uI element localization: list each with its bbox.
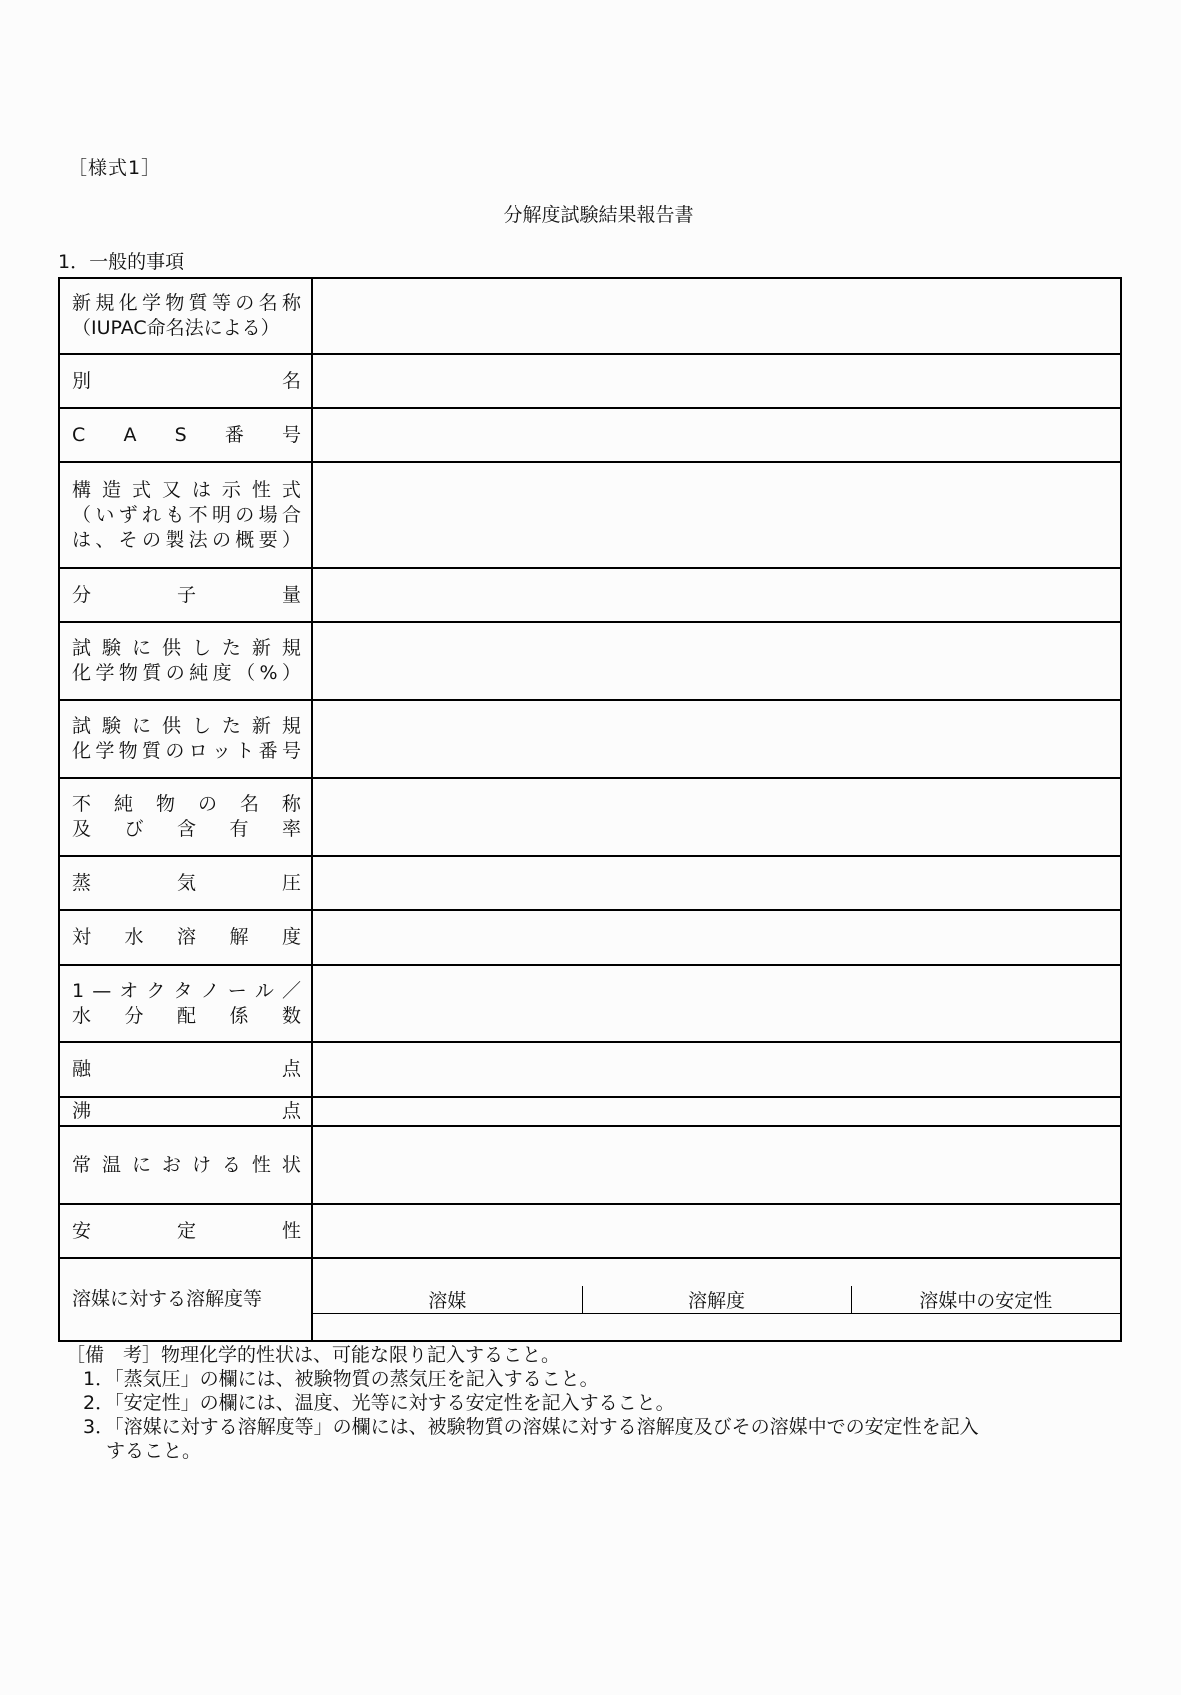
table-row [59,408,1121,462]
field-label-line [72,871,301,896]
label-char: 番 [224,423,244,446]
field-label-line [72,792,301,817]
label-char: お [161,1153,181,1176]
field-value-cell[interactable] [312,910,1121,965]
field-label-line [72,528,301,553]
label-char: 性 [281,1219,301,1242]
label-char: ） [281,662,301,684]
field-label-line [72,739,301,764]
solvent-row [59,1258,1121,1341]
label-char: 法 [188,528,208,551]
label-char: 構 [72,478,92,501]
label-char: ト [235,740,255,762]
table-row [59,700,1121,778]
document-title-text: 分解度試験結果報告書 [503,204,694,226]
label-char: 化 [72,740,92,762]
label-char: に [131,1153,151,1176]
label-char: C [72,423,86,446]
label-char: 製 [165,528,185,551]
label-char: 1 [72,979,85,1002]
label-char: ノ [200,979,220,1002]
label-char: 質 [188,292,208,314]
label-char: 式 [131,478,151,501]
solvent-column-header: 溶解度 [582,1286,851,1314]
field-label-line [72,817,301,842]
label-char: 沸 [72,1100,92,1122]
label-char: 融 [72,1058,92,1080]
table-row [59,1126,1121,1204]
label-char: 名 [281,369,301,392]
label-char: の [165,740,185,762]
field-label-line [72,291,301,316]
label-char: ル [254,979,274,1002]
label-char: 子 [176,583,196,606]
label-char: ロ [188,740,208,762]
field-value-cell[interactable] [312,354,1121,408]
field-value-cell[interactable] [312,965,1121,1042]
field-value-cell[interactable] [312,408,1121,462]
field-label-line [72,583,301,608]
label-char: 物 [118,740,138,762]
label-char: （ [72,503,92,526]
label-char: 名 [239,793,259,815]
label-char: 新 [72,292,92,314]
label-char: 水 [72,1004,92,1027]
section-title: 1．一般的事項 [58,251,185,273]
field-value-cell[interactable] [312,278,1121,354]
field-label-line [72,1219,301,1244]
field-label-line [72,979,301,1004]
note-item-2: 2．「安定性」の欄には、温度、光等に対する安定性を記入すること。 [83,1392,675,1414]
label-char: 不 [72,793,92,815]
label-char: — [92,979,112,1002]
label-char: 圧 [281,871,301,894]
field-value-cell[interactable] [312,778,1121,856]
label-char: れ [141,503,161,526]
label-char: の [235,292,255,314]
label-char: 温 [101,1153,121,1176]
label-char: 試 [72,637,92,659]
label-char: 物 [155,793,175,815]
field-label-line [72,478,301,503]
label-char: 要 [258,528,278,551]
label-char: た [221,637,241,659]
notes-header: ［備 考］物理化学的性状は、可能な限り記入すること。 [66,1344,561,1366]
field-label [59,856,312,910]
label-char: 性 [251,478,271,501]
label-char: 又 [161,478,181,501]
field-label [59,1126,312,1204]
field-label [59,700,312,778]
label-char: 配 [176,1004,196,1027]
label-char: 量 [281,583,301,606]
field-label-line [72,1004,301,1029]
field-label [59,354,312,408]
field-value-cell[interactable] [312,1204,1121,1258]
label-char: ず [118,503,138,526]
label-char: 溶 [176,926,196,948]
label-char: 対 [72,926,92,948]
label-char: 分 [72,583,92,606]
label-char: び [124,818,144,840]
solvent-value-cell[interactable] [851,1313,1120,1314]
label-char: 物 [118,662,138,684]
solvent-value-cell[interactable] [582,1313,851,1314]
label-char: け [191,1153,211,1176]
field-label [59,910,312,965]
label-char: い [95,503,115,526]
label-char: 新 [251,637,271,659]
label-char: 純 [113,793,133,815]
label-char: （IUPAC命名法による） [72,317,280,339]
label-char: 合 [281,503,301,526]
label-char: ッ [211,740,231,762]
field-label-line [72,503,301,528]
label-char: 性 [251,1153,271,1176]
label-char: % [259,662,278,684]
field-label [59,568,312,622]
field-label-line [72,316,301,341]
label-char: も [165,503,185,526]
label-char: 学 [141,292,161,314]
label-char: し [191,715,211,737]
field-label-line [72,423,301,448]
label-char: 規 [95,292,115,314]
solvent-value-cell[interactable] [313,1313,582,1314]
label-char: 試 [72,715,92,737]
label-char: 物 [165,292,185,314]
field-label-line [72,661,301,686]
table-row [59,778,1121,856]
field-label-line [72,636,301,661]
label-char: 解 [229,926,249,948]
label-char: 号 [281,740,301,762]
label-char: A [123,423,137,446]
document-title [0,200,1181,227]
label-char: 規 [281,715,301,737]
field-label-line [72,369,301,394]
label-char: 験 [101,715,121,737]
field-label [59,965,312,1042]
label-char: 別 [72,369,92,392]
field-label-line [72,1153,301,1178]
label-char: （ [236,662,256,684]
label-char: の [141,528,161,551]
field-value-cell[interactable] [312,622,1121,700]
label-char: 化 [118,292,138,314]
field-value-cell[interactable] [312,1126,1121,1204]
label-char: 純 [189,662,209,684]
label-char: 状 [281,1153,301,1176]
field-value-cell[interactable] [312,856,1121,910]
field-label-line [72,1057,301,1082]
label-char: オ [119,979,139,1002]
label-char: の [235,503,255,526]
label-char: そ [118,528,138,551]
form-id: ［様式1］ [68,157,162,179]
label-char: 供 [161,715,181,737]
label-char: 率 [281,818,301,840]
label-char: 点 [281,1100,301,1122]
label-char: 等 [211,292,231,314]
table-row [59,965,1121,1042]
label-char: 含 [176,818,196,840]
field-label [59,1042,312,1097]
field-label [59,408,312,462]
label-char: 有 [229,818,249,840]
label-char: 学 [95,662,115,684]
label-char: 明 [211,503,231,526]
table-row [59,856,1121,910]
label-char: S [174,423,187,446]
field-value-cell[interactable] [312,1042,1121,1097]
field-label-line: 溶媒に対する溶解度等 [72,1288,263,1310]
label-char: 場 [258,503,278,526]
label-char: 蒸 [72,871,92,894]
table-row [59,568,1121,622]
label-char: 不 [188,503,208,526]
label-char: 質 [141,740,161,762]
label-char: 係 [229,1004,249,1027]
label-char: 分 [124,1004,144,1027]
field-value-cell[interactable] [312,462,1121,568]
label-char: に [131,637,151,659]
label-char: 気 [176,871,196,894]
solvent-column-header: 溶媒 [313,1286,582,1314]
label-char: 供 [161,637,181,659]
label-char: 学 [95,740,115,762]
label-char: 化 [72,662,92,684]
label-char: 称 [281,793,301,815]
label-char: ー [227,979,247,1002]
solvent-subtable-cell [312,1258,1121,1341]
label-char: 常 [72,1153,92,1176]
field-value-cell[interactable] [312,1097,1121,1126]
label-char: 定 [176,1219,196,1242]
solvent-subtable [313,1286,1120,1314]
table-row [59,1097,1121,1126]
label-char: 、 [95,528,115,551]
label-char: 水 [124,926,144,948]
label-char: は [72,528,92,551]
note-item-3-continuation: すること。 [106,1440,202,1462]
field-label [59,462,312,568]
field-value-cell[interactable] [312,700,1121,778]
label-char: 度 [281,926,301,948]
field-value-cell[interactable] [312,568,1121,622]
table-row [59,462,1121,568]
field-label-line [72,1099,301,1124]
general-info-table [58,277,1122,1342]
label-char: 度 [212,662,232,684]
label-char: に [131,715,151,737]
table-row [59,910,1121,965]
label-char: の [197,793,217,815]
label-char: 規 [281,637,301,659]
label-char: 名 [258,292,278,314]
notes [66,1343,979,1463]
label-char: る [221,1153,241,1176]
field-label-line [72,714,301,739]
field-label [59,1204,312,1258]
label-char: 式 [281,478,301,501]
note-item-3: 3．「溶媒に対する溶解度等」の欄には、被験物質の溶媒に対する溶解度及びその溶媒中での安定性を記入 [83,1416,979,1438]
label-char: 示 [221,478,241,501]
label-char: 点 [281,1058,301,1080]
field-label [59,778,312,856]
label-char: 造 [101,478,121,501]
label-char: 概 [235,528,255,551]
table-row [59,278,1121,354]
table-row [59,354,1121,408]
label-char: 番 [258,740,278,762]
table-row [59,1204,1121,1258]
table-row [59,1042,1121,1097]
solvent-column-header: 溶媒中の安定性 [851,1286,1120,1314]
label-char: ） [281,528,301,551]
field-label [59,278,312,354]
label-char: 験 [101,637,121,659]
label-char: ク [146,979,166,1002]
label-char: た [221,715,241,737]
field-label [59,1097,312,1126]
label-char: の [165,662,185,684]
label-char: 及 [72,818,92,840]
label-char: 号 [281,423,301,446]
label-char: 新 [251,715,271,737]
label-char: 安 [72,1219,92,1242]
label-char: 数 [281,1004,301,1027]
label-char: し [191,637,211,659]
table-row [59,622,1121,700]
label-char: の [211,528,231,551]
field-label [59,622,312,700]
label-char: 称 [281,292,301,314]
field-label-line [72,925,301,950]
label-char: ／ [281,979,301,1002]
field-label [59,1258,312,1341]
label-char: 質 [142,662,162,684]
label-char: は [191,478,211,501]
note-item-1: 1．「蒸気圧」の欄には、被験物質の蒸気圧を記入すること。 [83,1368,599,1390]
label-char: タ [173,979,193,1002]
